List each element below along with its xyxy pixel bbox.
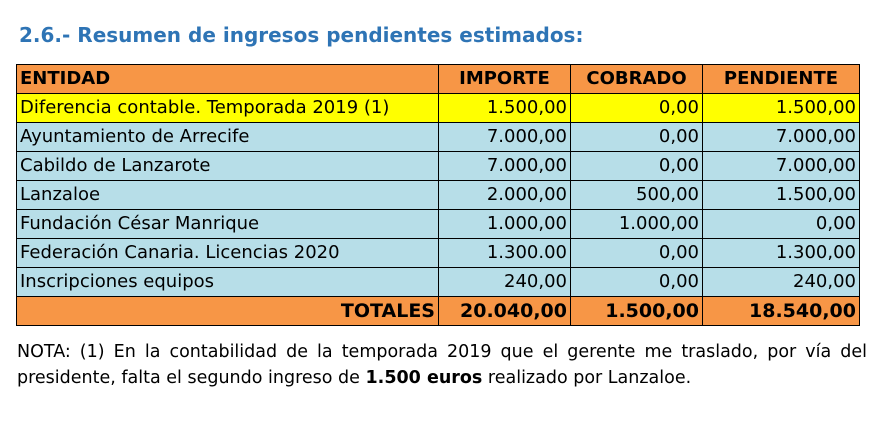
cell-importe: 1.000,00 xyxy=(439,210,571,239)
cell-entidad: Inscripciones equipos xyxy=(17,268,439,297)
table-row xyxy=(17,152,860,181)
header-pendiente: PENDIENTE xyxy=(703,65,860,94)
cell-cobrado: 0,00 xyxy=(571,239,703,268)
table-row xyxy=(17,94,860,123)
table-row xyxy=(17,123,860,152)
table-row xyxy=(17,239,860,268)
header-importe: IMPORTE xyxy=(439,65,571,94)
header-entidad: ENTIDAD xyxy=(17,65,439,94)
cell-importe: 1.300.00 xyxy=(439,239,571,268)
cell-pendiente: 1.500,00 xyxy=(703,181,860,210)
header-cobrado: COBRADO xyxy=(571,65,703,94)
footnote-text: NOTA: (1) En la contabilidad de la temporada 2019 que el gerente me traslado, por vía del presidente, falta el segundo ingreso de xyxy=(17,342,867,388)
cell-entidad: Federación Canaria. Licencias 2020 xyxy=(17,239,439,268)
totals-label: TOTALES xyxy=(17,297,439,326)
cell-pendiente: 7.000,00 xyxy=(703,152,860,181)
cell-entidad: Cabildo de Lanzarote xyxy=(17,152,439,181)
cell-cobrado: 500,00 xyxy=(571,181,703,210)
footnote-text-end: realizado por Lanzaloe. xyxy=(482,368,692,388)
totals-row xyxy=(17,297,860,326)
cell-pendiente: 1.300,00 xyxy=(703,239,860,268)
cell-pendiente: 1.500,00 xyxy=(703,94,860,123)
table-header-row xyxy=(17,65,860,94)
cell-cobrado: 0,00 xyxy=(571,152,703,181)
cell-importe: 2.000,00 xyxy=(439,181,571,210)
income-summary-table xyxy=(16,64,860,326)
cell-pendiente: 0,00 xyxy=(703,210,860,239)
cell-cobrado: 0,00 xyxy=(571,268,703,297)
cell-entidad: Fundación César Manrique xyxy=(17,210,439,239)
cell-cobrado: 0,00 xyxy=(571,94,703,123)
footnote-amount: 1.500 euros xyxy=(365,368,483,388)
total-importe: 20.040,00 xyxy=(439,297,571,326)
section-title: 2.6.- Resumen de ingresos pendientes estimados: xyxy=(19,23,584,47)
cell-entidad: Diferencia contable. Temporada 2019 (1) xyxy=(17,94,439,123)
cell-pendiente: 7.000,00 xyxy=(703,123,860,152)
table-row xyxy=(17,210,860,239)
table-row xyxy=(17,268,860,297)
total-pendiente: 18.540,00 xyxy=(703,297,860,326)
table-row xyxy=(17,181,860,210)
cell-entidad: Ayuntamiento de Arrecife xyxy=(17,123,439,152)
cell-importe: 7.000,00 xyxy=(439,123,571,152)
cell-cobrado: 1.000,00 xyxy=(571,210,703,239)
cell-cobrado: 0,00 xyxy=(571,123,703,152)
cell-pendiente: 240,00 xyxy=(703,268,860,297)
cell-importe: 1.500,00 xyxy=(439,94,571,123)
cell-importe: 240,00 xyxy=(439,268,571,297)
footnote xyxy=(17,339,867,391)
cell-importe: 7.000,00 xyxy=(439,152,571,181)
total-cobrado: 1.500,00 xyxy=(571,297,703,326)
cell-entidad: Lanzaloe xyxy=(17,181,439,210)
